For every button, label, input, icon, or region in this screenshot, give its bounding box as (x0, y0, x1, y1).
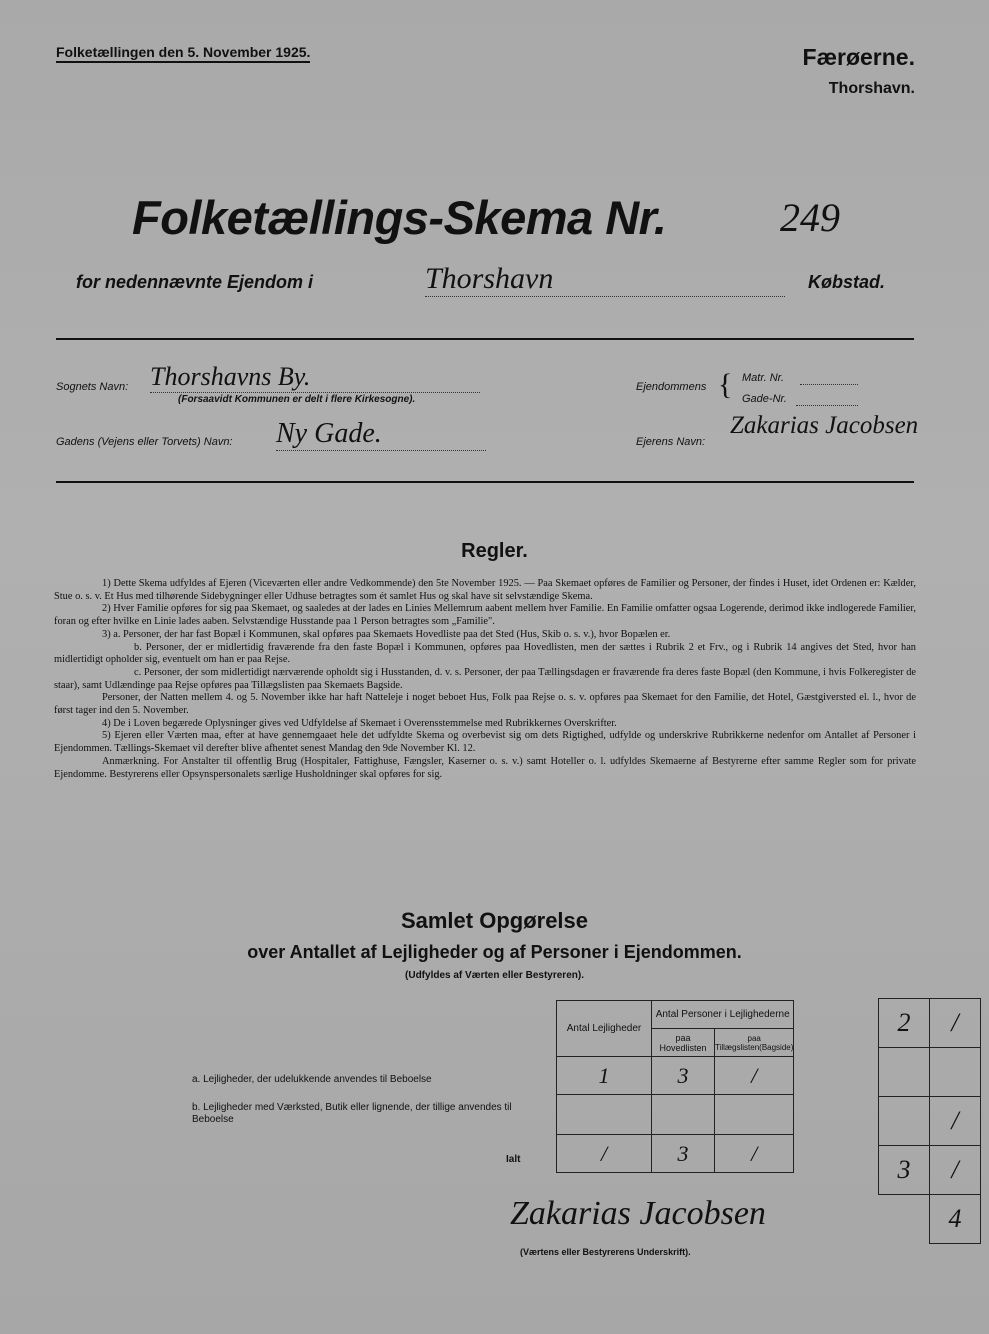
owner-label: Ejerens Navn: (636, 436, 706, 448)
rule-2: 2) Hver Familie opføres for sig paa Skemaet, og saaledes at der lades en Linies Mellemrum aabent mellem hver Familie. En Familie omfatter ogsaa Logerende, derimod ikke indlogerede Familier, foran og efter hvilke en Linie lades aaben. Selvstændige Husstande paa 1 Person betragtes som „Familie". (54, 603, 916, 628)
tally-cell (879, 1097, 930, 1146)
matr-nr-field (800, 383, 858, 385)
table-row (557, 1095, 794, 1135)
gade-nr-label: Gade-Nr. (742, 393, 787, 405)
city-label: Thorshavn. (828, 80, 915, 97)
divider-bottom (56, 481, 914, 483)
schema-number-handwritten: 249 (780, 195, 840, 240)
row-total-label: Ialt (506, 1154, 521, 1165)
total-supplement: / (715, 1135, 794, 1173)
row-b-main (652, 1095, 715, 1135)
property-label: Ejendommens (636, 381, 707, 393)
col-main-list-header: paa Hovedlisten (652, 1029, 715, 1057)
tally-cell: / (930, 1146, 981, 1195)
divider-top (56, 338, 914, 340)
rules-heading: Regler. (461, 540, 528, 562)
tally-cell: / (930, 1097, 981, 1146)
rules-text (54, 578, 916, 781)
col-supplement-list-header: paa Tillægslisten(Bagside) (715, 1029, 794, 1057)
tally-cell: 2 (879, 999, 930, 1048)
rule-3b: b. Personer, der er midlertidig fraværende fra den faste Bopæl i Kommunen, opføres paa Hovedlisten, men der sættes i Rubrik 2 et Frv., og i Rubrik 14 angives det Sted, hvor han midlertidigt opholder sig, eventuelt om han er paa Rejse. (54, 641, 916, 666)
census-date-line: Folketællingen den 5. November 1925. (56, 44, 310, 63)
row-a-label: a. Lejligheder, der udelukkende anvendes til Beboelse (192, 1074, 432, 1085)
row-b-supplement (715, 1095, 794, 1135)
tally-cell: 4 (930, 1195, 981, 1244)
parish-label: Sognets Navn: (56, 381, 129, 393)
total-apartments: / (557, 1135, 652, 1173)
gade-nr-field (796, 404, 858, 406)
owner-value: Zakarias Jacobsen (730, 412, 919, 439)
row-a-supplement: / (715, 1057, 794, 1095)
form-title: Folketællings-Skema Nr. (132, 191, 667, 244)
street-label: Gadens (Vejens eller Torvets) Navn: (56, 436, 233, 448)
col-persons-header: Antal Personer i Lejlighederne (652, 1001, 794, 1029)
parish-note: (Forsaavidt Kommunen er delt i flere Kirkesogne). (178, 394, 416, 405)
brace-glyph: { (718, 368, 733, 401)
property-location-label: for nedennævnte Ejendom i (76, 272, 314, 292)
summary-table (556, 1000, 794, 1173)
rule-1: 1) Dette Skema udfyldes af Ejeren (Viceværten eller andre Vedkommende) den 5te November 1925. — Paa Skemaet opføres de Familier og Personer, der findes i Huset, idet Ordenen er: Kælder, Stue o. s. v. Et Hus med tilhørende Sidebygninger eller Udhuse betragtes som ét samlet Hus og skal have sit selvstændige Skema. (54, 578, 916, 602)
row-a-apartments: 1 (557, 1057, 652, 1095)
rule-3-persons: Personer, der Natten mellem 4. og 5. November ikke har haft Natteleje i noget beboet Hus, Folk paa Rejse o. s. v. opføres paa Skemaet for den Familie, det Hotel, Gæstgiversted el. l., hvor de først tager ind den 5. November. (54, 692, 916, 717)
kobstad-label: Købstad. (808, 272, 886, 292)
summary-note: (Udfyldes af Værten eller Bestyreren). (405, 970, 584, 981)
street-value: Ny Gade. (276, 418, 486, 451)
tally-cell (930, 1048, 981, 1097)
parish-value: Thorshavns By. (150, 362, 480, 393)
signature-caption: (Værtens eller Bestyrerens Underskrift). (520, 1247, 691, 1257)
town-handwritten: Thorshavn (425, 262, 785, 297)
rule-5: 5) Ejeren eller Værten maa, efter at have gennemgaaet hele det udfyldte Skema og overbevist sig om dets Rigtighed, udfylde og underskrive Rubrikkerne nedenfor om Antallet af Personer i Ejendommen. Tællings-Skemaet vil derefter blive afhentet senest Mandag den 9de November Kl. 12. (54, 730, 916, 755)
col-apartments-header: Antal Lejligheder (557, 1001, 652, 1057)
owner-signature: Zakarias Jacobsen (510, 1195, 766, 1232)
region-label: Færøerne. (802, 44, 915, 70)
total-main: 3 (652, 1135, 715, 1173)
row-b-apartments (557, 1095, 652, 1135)
rule-4: 4) De i Loven begærede Oplysninger gives ved Udfyldelse af Skemaet i Overensstemmelse med Rubrikkernes Overskrifter. (102, 717, 617, 729)
tally-cell-empty (879, 1195, 930, 1244)
tally-cell: / (930, 999, 981, 1048)
row-b-label: b. Lejligheder med Værksted, Butik eller lignende, der tillige anvendes til Beboelse (192, 1102, 512, 1125)
rule-note: Anmærkning. For Anstalter til offentlig Brug (Hospitaler, Fattighuse, Fængsler, Kaserner o. s. v.) samt Hoteller o. l. udfyldes Skemaerne af Bestyrerne efter samme Regler som for private Ejendomme. Bestyrerens eller Opsynspersonalets særlige Husholdninger skal opføres for sig. (54, 755, 916, 780)
rule-3a: 3) a. Personer, der har fast Bopæl i Kommunen, skal opføres paa Skemaets Hovedliste paa det Sted (Hus, Skib o. s. v.), hvor Bopælen er. (102, 628, 671, 640)
rule-3c: c. Personer, der som midlertidigt nærværende opholdt sig i Husstanden, d. v. s. Personer, der paa Tællingsdagen er fraværende fra deres faste Bopæl (den Kommune, i hvis Folkeregister de staar), samt Udlændinge paa Rejse opføres paa Tillægslisten paa Skemaets Bagside. (54, 666, 916, 691)
side-tally-box (878, 998, 981, 1244)
row-a-main: 3 (652, 1057, 715, 1095)
matr-nr-label: Matr. Nr. (742, 372, 784, 384)
tally-cell: 3 (879, 1146, 930, 1195)
table-row (557, 1135, 794, 1173)
summary-subtitle: over Antallet af Lejligheder og af Personer i Ejendommen. (247, 942, 742, 962)
tally-cell (879, 1048, 930, 1097)
summary-title: Samlet Opgørelse (400, 908, 589, 933)
table-row (557, 1057, 794, 1095)
